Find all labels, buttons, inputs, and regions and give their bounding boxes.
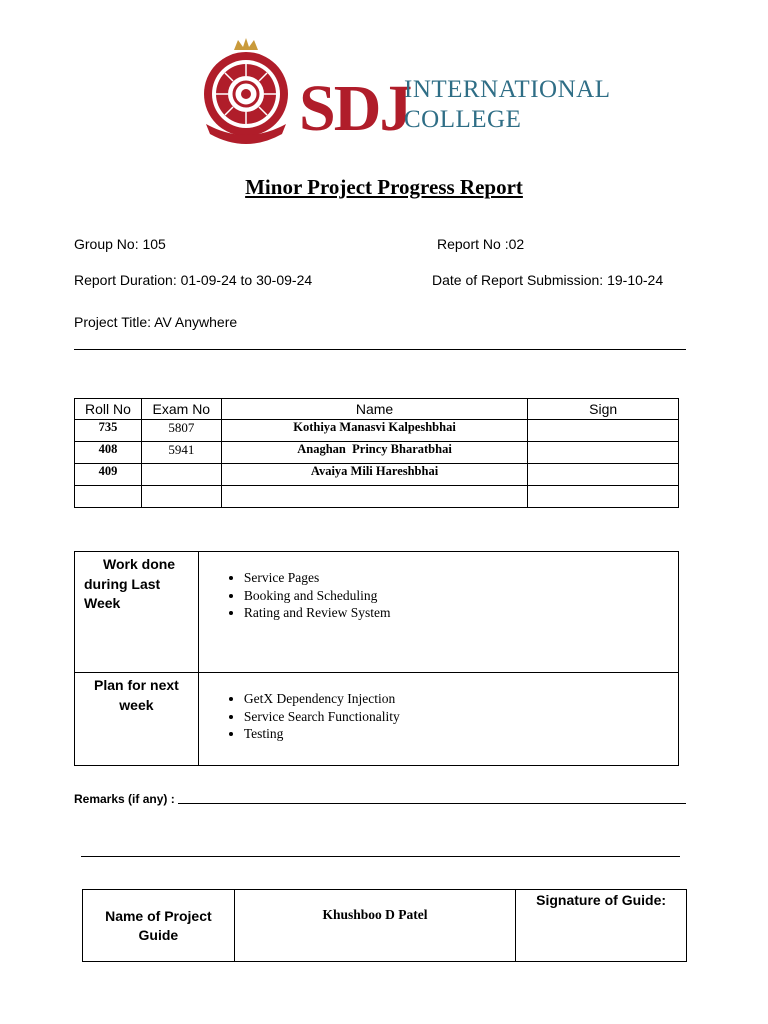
sign-cell	[528, 442, 679, 464]
report-title: Minor Project Progress Report	[245, 175, 523, 199]
table-row	[75, 486, 679, 508]
name-cell	[221, 486, 528, 508]
list-item: • Booking and Scheduling	[244, 587, 677, 605]
list-item: • Rating and Review System	[244, 604, 677, 622]
logo-line-college: COLLEGE	[404, 106, 522, 133]
list-item: • Service Pages	[244, 569, 677, 587]
college-seal-icon	[196, 36, 296, 144]
work-done-row	[75, 552, 679, 673]
remarks-label: Remarks (if any) :	[74, 792, 175, 806]
roll-no-cell	[75, 486, 142, 508]
members-header-row	[75, 399, 679, 420]
guide-row	[83, 890, 687, 962]
sign-cell	[528, 420, 679, 442]
logo-abbreviation: SDJ	[299, 72, 411, 145]
header-name: Name	[221, 399, 528, 420]
work-done-label-line: Week	[84, 595, 121, 611]
work-done-content	[198, 552, 678, 673]
list-item: • Service Search Functionality	[244, 708, 677, 726]
list-item: • Testing	[244, 725, 677, 743]
table-row	[75, 464, 679, 486]
sign-cell	[528, 486, 679, 508]
logo-line-international: INTERNATIONAL	[404, 76, 611, 103]
name-cell: Avaiya Mili Hareshbhai	[221, 464, 528, 486]
members-table	[74, 398, 679, 508]
name-cell: Anaghan Princy Bharatbhai	[221, 442, 528, 464]
roll-no-cell: 409	[75, 464, 142, 486]
guide-label-line: Guide	[138, 926, 179, 943]
work-done-label	[75, 552, 199, 673]
sign-cell	[528, 464, 679, 486]
plan-label	[75, 673, 199, 766]
exam-no-cell: 5807	[141, 420, 221, 442]
plan-label-line: Plan for next	[94, 677, 179, 693]
list-item: • GetX Dependency Injection	[244, 690, 677, 708]
plan-list	[200, 690, 677, 743]
work-done-label-line: Work done	[103, 556, 176, 572]
exam-no-cell	[141, 464, 221, 486]
divider	[74, 349, 686, 350]
plan-content	[198, 673, 678, 766]
report-duration: Report Duration: 01-09-24 to 30-09-24	[74, 272, 313, 288]
header-roll-no: Roll No	[75, 399, 142, 420]
exam-no-cell	[141, 486, 221, 508]
plan-label-line: week	[119, 697, 154, 713]
exam-no-cell: 5941	[141, 442, 221, 464]
project-title: Project Title: AV Anywhere	[74, 314, 238, 330]
roll-no-cell: 735	[75, 420, 142, 442]
group-number: Group No: 105	[74, 236, 166, 252]
remarks-line[interactable]	[81, 856, 680, 857]
table-row	[75, 420, 679, 442]
work-table	[74, 551, 679, 766]
submission-date: Date of Report Submission: 19-10-24	[432, 272, 664, 288]
guide-label-line: Name of Project	[105, 907, 212, 924]
college-logo	[196, 36, 611, 146]
header-sign: Sign	[528, 399, 679, 420]
work-done-list	[200, 569, 677, 622]
work-done-label-line: during Last	[84, 575, 161, 592]
remarks-line[interactable]	[178, 803, 686, 804]
guide-signature-label: Signature of Guide:	[516, 890, 687, 962]
guide-label	[83, 890, 235, 962]
report-number: Report No :02	[437, 236, 525, 252]
name-cell: Kothiya Manasvi Kalpeshbhai	[221, 420, 528, 442]
table-row	[75, 442, 679, 464]
guide-table	[82, 889, 687, 962]
roll-no-cell: 408	[75, 442, 142, 464]
header-exam-no: Exam No	[141, 399, 221, 420]
plan-row	[75, 673, 679, 766]
guide-name: Khushboo D Patel	[234, 890, 515, 962]
